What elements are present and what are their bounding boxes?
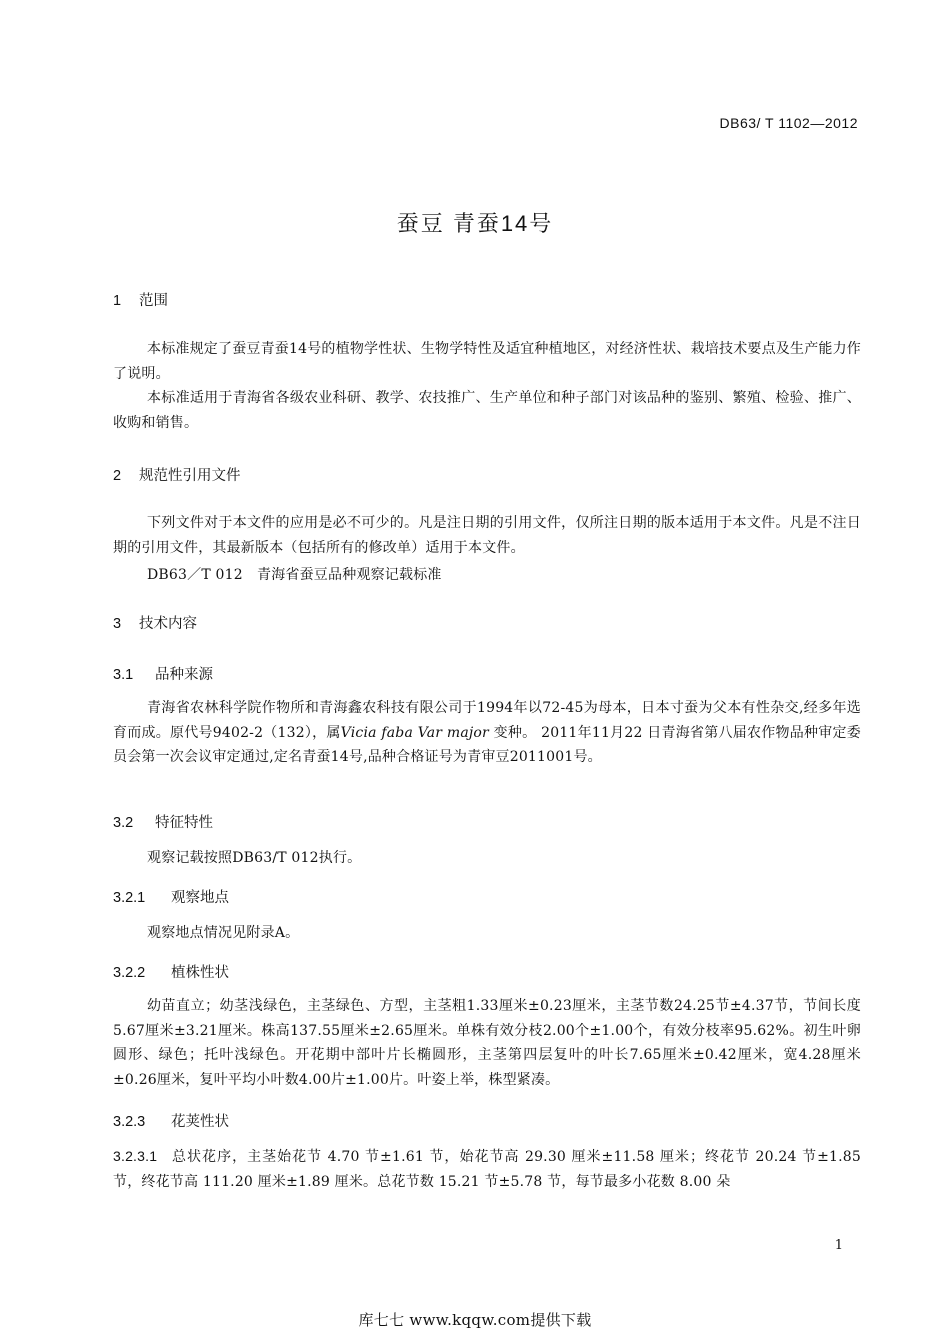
section-title: 花荚性状: [171, 1114, 229, 1130]
section-number: 3.2.2: [113, 965, 146, 981]
document-title: 蚕豆 青蚕14号: [396, 211, 554, 236]
section-2-heading: [113, 464, 241, 485]
section-3-2-2-heading: [113, 961, 229, 982]
section-number: 3: [113, 616, 122, 632]
section-3-2-3-1-paragraph: [113, 1144, 861, 1194]
section-title: 观察地点: [171, 890, 229, 906]
section-number: 3.2: [113, 815, 134, 831]
section-number: 3.2.3.1: [113, 1148, 158, 1164]
section-number: 2: [113, 468, 122, 484]
section-title: 规范性引用文件: [139, 468, 241, 484]
section-title: 特征特性: [155, 815, 213, 831]
section-3-2-3-heading: [113, 1110, 229, 1131]
section-3-2-heading: [113, 811, 213, 832]
section-1-heading: [113, 289, 168, 310]
section-3-1-paragraph: [113, 696, 861, 770]
section-number: 3.2.3: [113, 1114, 146, 1130]
section-number: 3.1: [113, 667, 134, 683]
footer-watermark: 库七七 www.kqqw.com提供下载: [358, 1311, 592, 1329]
reference-code: DB63／T 012: [147, 567, 243, 583]
section-2-paragraph-1: 下列文件对于本文件的应用是必不可少的。凡是注日期的引用文件，仅所注日期的版本适用于本文件。凡是不注日期的引用文件，其最新版本（包括所有的修改单）适用于本文件。: [113, 515, 861, 556]
reference-title: 青海省蚕豆品种观察记载标准: [257, 567, 442, 583]
section-3-2-1-paragraph: 观察地点情况见附录A。: [147, 925, 300, 941]
section-3-2-2-paragraph: 幼苗直立；幼茎浅绿色，主茎绿色、方型，主茎粗1.33厘米±0.23厘米，主茎节数24.25节±4.37节，节间长度5.67厘米±3.21厘米。株高137.55厘米±2.65厘米。单株有效分枝2.00个±1.00个，有效分枝率95.62%。初生叶卵圆形、绿色；托叶浅绿色。开花期中部叶片长椭圆形，主茎第四层复叶的叶长7.65厘米±0.42厘米，宽4.28厘米±0.26厘米，复叶平均小叶数4.00片±1.00片。叶姿上举，株型紧凑。: [113, 998, 861, 1088]
variety-origin-text-b: 变种。 2011年11月22 日青海省第八届农作物品种审定委员会第一次会议审定通过,定名青蚕14号,品种合格证号为青审豆2011001号。: [113, 724, 861, 765]
section-1-paragraph-2: 本标准适用于青海省各级农业科研、教学、农技推广、生产单位和种子部门对该品种的鉴别、繁殖、检验、推广、收购和销售。: [113, 390, 861, 431]
variety-origin-text-a: 青海省农林科学院作物所和青海鑫农科技有限公司于1994年以72-45为母本，日本寸蚕为父本有性杂交,经多年选育而成。原代号9402-2（132），属: [113, 700, 861, 741]
section-title: 品种来源: [155, 667, 213, 683]
section-1-paragraph-1: 本标准规定了蚕豆青蚕14号的植物学性状、生物学特性及适宜种植地区，对经济性状、栽培技术要点及生产能力作了说明。: [113, 341, 862, 382]
normative-reference: [147, 564, 442, 584]
standard-code: DB63/ T 1102—2012: [719, 115, 858, 131]
section-3-1-heading: [113, 663, 213, 684]
section-number: 3.2.1: [113, 890, 146, 906]
section-title: 技术内容: [139, 616, 197, 632]
section-3-2-1-heading: [113, 886, 229, 907]
page-number: 1: [834, 1238, 843, 1253]
section-number: 1: [113, 293, 122, 309]
section-3-heading: [113, 612, 197, 633]
flower-pod-text: 总状花序，主茎始花节 4.70 节±1.61 节，始花节高 29.30 厘米±11.58 厘米；终花节 20.24 节±1.85 节，终花节高 111.20 厘米±1.89 厘米。总花节数 15.21 节±5.78 节，每节最多小花数 8.00 朵: [113, 1149, 861, 1190]
section-title: 范围: [139, 293, 168, 309]
section-3-2-paragraph: 观察记载按照DB63/T 012执行。: [147, 850, 362, 866]
section-title: 植株性状: [171, 965, 229, 981]
latin-name: Vicia faba Var major: [340, 724, 489, 741]
